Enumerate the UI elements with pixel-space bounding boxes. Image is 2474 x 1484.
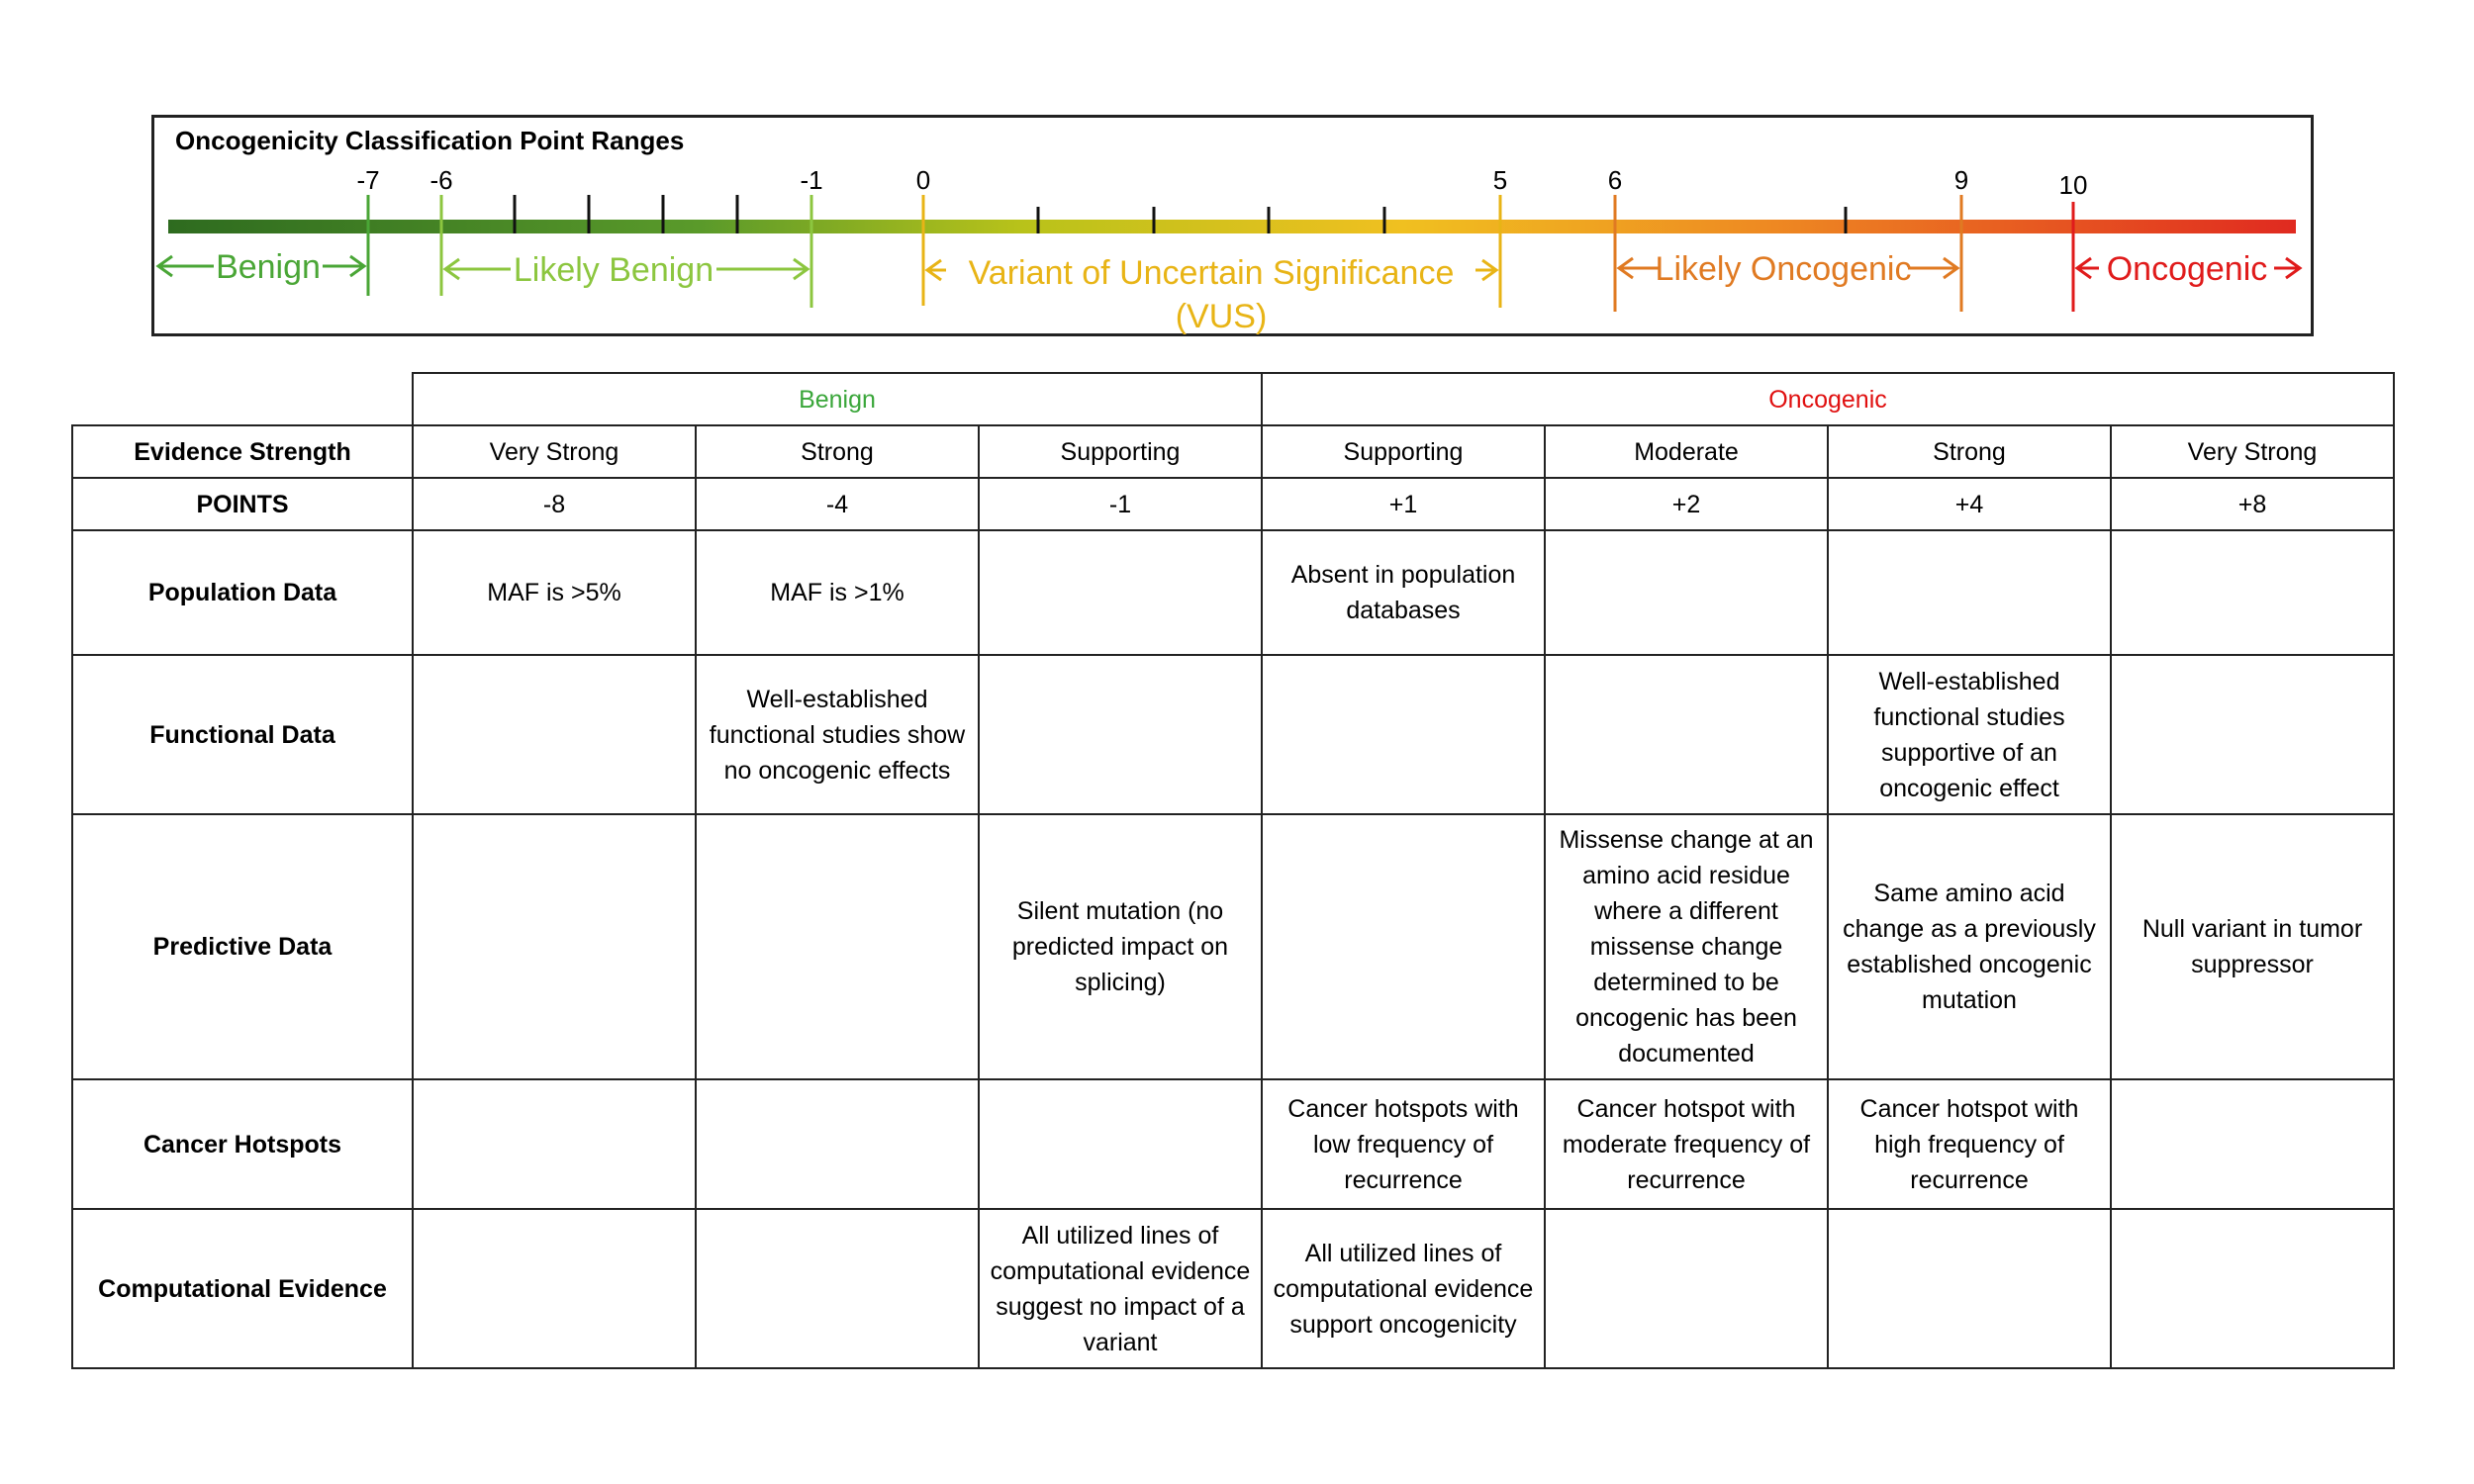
row-header-points: POINTS [72,478,413,530]
table-row [72,655,2394,814]
evidence-table [71,372,2395,1369]
points-row [72,478,2394,530]
evidence-cell: Well-established functional studies supportive of an oncogenic effect [1828,655,2111,814]
tick-label: -6 [429,165,453,195]
evidence-cell [1262,655,1545,814]
evidence-cell: MAF is >1% [696,530,979,655]
evidence-cell [2111,1079,2394,1209]
evidence-cell [1545,530,1828,655]
evidence-cell [979,655,1262,814]
tick-label: -7 [356,165,380,195]
strength-cell: Strong [696,425,979,478]
classification-scale-panel [151,115,2314,336]
points-cell: -4 [696,478,979,530]
range-label-likely-oncogenic: Likely Oncogenic [1655,250,1912,288]
group-header-oncogenic: Oncogenic [1262,373,2394,425]
strength-cell: Supporting [979,425,1262,478]
empty-corner-cell [72,373,413,425]
points-cell: +4 [1828,478,2111,530]
table-row [72,530,2394,655]
gradient-bar [168,220,2296,233]
range-label-oncogenic: Oncogenic [2106,250,2268,288]
evidence-cell: All utilized lines of computational evidence support oncogenicity [1262,1209,1545,1368]
evidence-cell [413,655,696,814]
evidence-cell [979,530,1262,655]
group-header-row [72,373,2394,425]
tick-label: 9 [1953,165,1969,195]
evidence-cell [2111,530,2394,655]
tick-label: 10 [2058,170,2088,200]
tick-label: 6 [1607,165,1623,195]
scale-diagram [154,118,2317,339]
row-header-predictive-data: Predictive Data [72,814,413,1079]
evidence-cell [413,1209,696,1368]
points-cell: +8 [2111,478,2394,530]
evidence-cell [2111,1209,2394,1368]
table-row [72,814,2394,1079]
row-header-cancer-hotspots: Cancer Hotspots [72,1079,413,1209]
evidence-cell: All utilized lines of computational evidence suggest no impact of a variant [979,1209,1262,1368]
row-header-functional-data: Functional Data [72,655,413,814]
strength-cell: Strong [1828,425,2111,478]
table-row [72,1209,2394,1368]
row-header-population-data: Population Data [72,530,413,655]
evidence-cell: Cancer hotspot with moderate frequency of recurrence [1545,1079,1828,1209]
table-row [72,1079,2394,1209]
evidence-cell: Silent mutation (no predicted impact on splicing) [979,814,1262,1079]
points-cell: -8 [413,478,696,530]
evidence-cell [696,1079,979,1209]
evidence-cell: Missense change at an amino acid residue where a different missense change determined to be oncogenic has been documented [1545,814,1828,1079]
evidence-cell [1828,530,2111,655]
row-header-computational-evidence: Computational Evidence [72,1209,413,1368]
range-label-vus: Variant of Uncertain Significance [968,254,1455,292]
evidence-cell: MAF is >5% [413,530,696,655]
evidence-cell [696,814,979,1079]
evidence-cell [2111,655,2394,814]
evidence-cell: Cancer hotspots with low frequency of recurrence [1262,1079,1545,1209]
tick-label: -1 [800,165,823,195]
evidence-cell: Well-established functional studies show no oncogenic effects [696,655,979,814]
evidence-cell: Absent in population databases [1262,530,1545,655]
evidence-cell: Null variant in tumor suppressor [2111,814,2394,1079]
row-header-evidence-strength: Evidence Strength [72,425,413,478]
evidence-cell [696,1209,979,1368]
strength-cell: Moderate [1545,425,1828,478]
group-header-benign: Benign [413,373,1262,425]
tick-label: 5 [1492,165,1508,195]
tick-label: 0 [915,165,931,195]
strength-cell: Very Strong [413,425,696,478]
range-label-vus-abbrev: (VUS) [1175,298,1268,335]
points-cell: +1 [1262,478,1545,530]
evidence-cell [1545,1209,1828,1368]
strength-row [72,425,2394,478]
evidence-cell [1545,655,1828,814]
scale-title: Oncogenicity Classification Point Ranges [175,126,685,155]
evidence-cell [1262,814,1545,1079]
evidence-cell: Cancer hotspot with high frequency of recurrence [1828,1079,2111,1209]
evidence-cell [413,814,696,1079]
range-label-likely-benign: Likely Benign [513,251,714,289]
evidence-cell [979,1079,1262,1209]
evidence-cell [1828,1209,2111,1368]
strength-cell: Very Strong [2111,425,2394,478]
points-cell: -1 [979,478,1262,530]
evidence-cell [413,1079,696,1209]
evidence-cell: Same amino acid change as a previously established oncogenic mutation [1828,814,2111,1079]
range-label-benign: Benign [216,248,321,286]
strength-cell: Supporting [1262,425,1545,478]
points-cell: +2 [1545,478,1828,530]
